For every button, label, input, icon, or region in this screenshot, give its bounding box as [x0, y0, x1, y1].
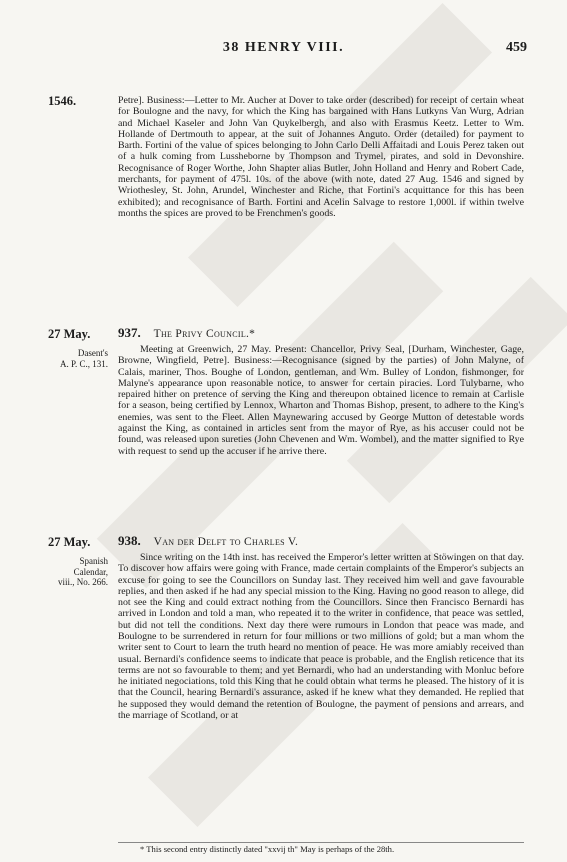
running-title: 38 HENRY VIII. [222, 40, 345, 55]
source-line: Spanish [79, 556, 108, 566]
entry-938-body [118, 552, 524, 721]
source-line: A. P. C., 131. [59, 358, 108, 369]
entry-938-heading [118, 533, 524, 549]
source-line: Dasent's [77, 348, 108, 358]
entry-paragraph: Meeting at Greenwich, 27 May. Present: Chancellor, Privy Seal, [Durham, Winchester, Gage, Browne, Wingfield, Petre]. Business:—Recognisance (signed by the parties) of John Malyne, of Calais, mariner, Thos. Boughe of London, gentleman, and Wm. Bulley of London, fishmonger, for Malyne's appearance upon reasonable notice, to answer for certain piracies. Lord Tulybarne, who repaired hither on pretence of serving the King and thereupon obtained licence to remain at Carlisle for a season, being certified by Lennox, Wharton and Thomas Bishop, present, to adhere to the King's enemies, was sent to the Fleet. Allen Maynewaring accused by George Mutton of detestable words against the King, as contained in articles sent from the mayor of Rye, as his accuser could not be found, was released upon sureties (John Chevenen and Wm. Wombel), and the matter signified to Rye with request to send up the accuser if he arrive there. [118, 344, 524, 457]
year-marker-block [48, 94, 114, 109]
entry-number: 938. [118, 533, 141, 548]
entry-937-margin [48, 327, 114, 342]
footnote-rule [118, 842, 524, 843]
entry-937-body [118, 344, 524, 457]
entry-number: 937. [118, 325, 141, 340]
entry-937-heading [118, 325, 524, 341]
continuation-block [118, 95, 524, 219]
entry-938-source [48, 553, 114, 588]
page-header [0, 40, 567, 58]
year-marker: 1546. [48, 94, 77, 108]
continuation-paragraph: Petre]. Business:—Letter to Mr. Aucher at Dover to take order (described) for receipt of certain wheat for Boulogne and the navy, for which the King has bargained with Hans Lutkyns Van Wurg, Adrian and Michael Kaseler and John Van Quykelbergh, and also with Erasmus Keetz. Letter to Wm. Hollande of Dertmouth to appear, at the suit of Johannes Anguto. Order (detailed) for payment to Barth. Fortini of the value of spices belonging to John Carlo Delli Affaitadi and Louis Perez taken out of a hulk coming from Lussheborne by Thompson and Trymel, pirates, and sold in Devonshire. Recognisance of Roger Worthe, John Shapter alias Butler, John Holland and Henry and Robert Cade, merchants, for payment of 475l. 10s. of the above (with note, dated 27 Aug. 1546 and signed by Wriothesley, St. John, Arundel, Winchester and Riche, that Fortini's acquittance for this has been exhibited); and recognisance of Barth. Fortini and Acelin Salvage to restore 1,000l. if within twelve months the spices are proved to be Frenchmen's goods. [118, 95, 524, 219]
entry-title: The Privy Council.* [153, 328, 256, 340]
source-line: Calendar, [73, 566, 108, 577]
entry-938-margin [48, 535, 114, 550]
page-number: 459 [506, 40, 527, 55]
entry-date: 27 May. [48, 327, 91, 341]
footnote: * This second entry distinctly dated "xxvij th" May is perhaps of the 28th. [140, 844, 395, 854]
entry-date: 27 May. [48, 535, 91, 549]
entry-title: Van der Delft to Charles V. [153, 536, 299, 548]
source-line: viii., No. 266. [57, 577, 108, 587]
entry-paragraph: Since writing on the 14th inst. has received the Emperor's letter written at Stöwingen on that day. To discover how affairs were going with France, made certain complaints of the Emperor's subjects an excuse for going to see the Councillors on Sunday last. They received him well and gave favourable replies, and then asked if he had any special mission to the King. Having no good reason to allege, did not see the King and could extract nothing from the Councillors. Since then Francisco Bernardi has arrived in London and told a man, who repeated it to the writer in confidence, that peace was settled, but did not tell the conditions. Next day there were rumours in London that peace was made, and Boulogne to be surrendered in return for four millions or two millions of gold; but a man whom the writer sent to Court to learn the truth heard no mention of peace. He was more amiably received than usual. Bernardi's confidence seems to indicate that peace is probable, and the English reticence that its terms are not so favourable to them; and yet Bernardi, who had an understanding with Monluc before he initiated negociations, told this King that he could obtain what terms he pleased. The history of it is that the Council, hearing Bernardi's assurance, asked if he knew what they demanded. He replied that he supposed they would demand the retention of Boulogne, the payment of pensions and arrears, and the marriage of Scotland, or at [118, 552, 524, 721]
entry-937-source [48, 345, 114, 369]
